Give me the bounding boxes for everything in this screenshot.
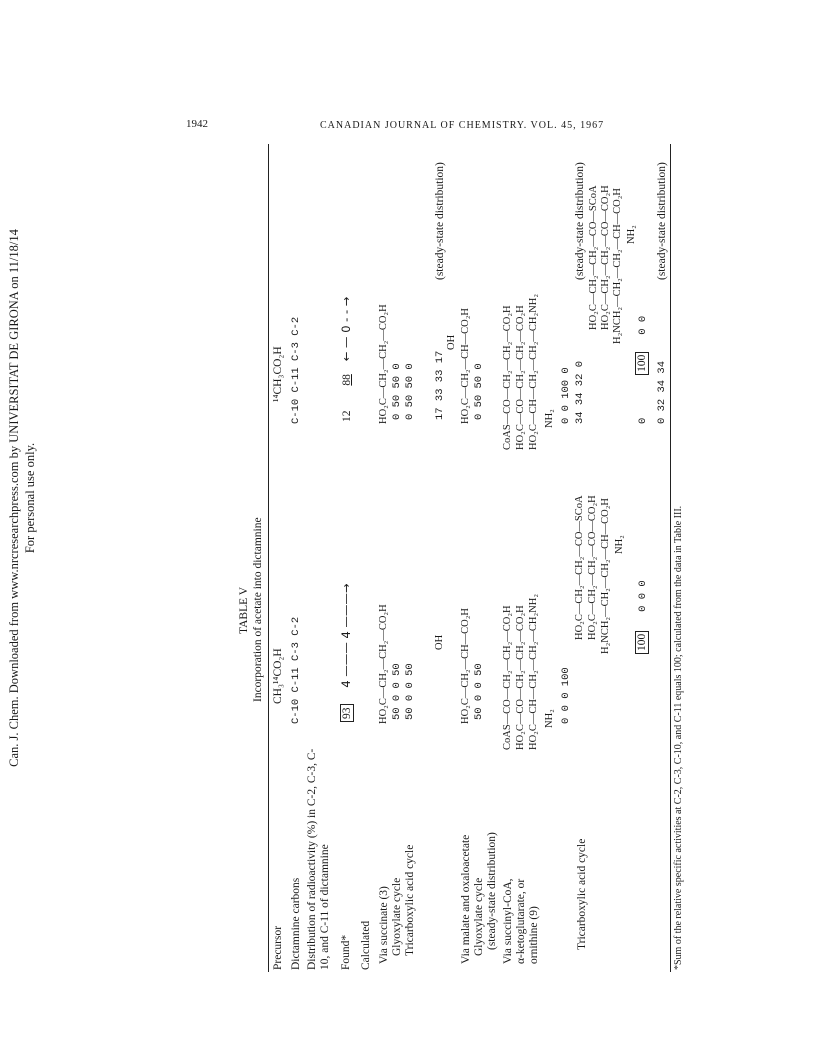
col-b-tca-f3: H₂NCH₂—CH₂—CH₂—CH—CO₂H [612,188,623,344]
row-carbons: Dictamnine carbons [290,877,302,970]
col-a-mal-r1: 50 0 0 50 [473,663,485,720]
row-malate: Via malate and oxaloacetate [460,834,472,964]
col-b-succ-r2: 0 50 50 0 [404,363,416,420]
col-b-tca-r2: 0 32 34 34 [656,360,668,424]
row-glyoxylate: Glyoxylate cycle [391,877,403,956]
col-a-sc-r1: 0 0 0 100 [560,667,572,724]
col-b-precursor: ¹⁴CH₃CO₂H [272,346,284,402]
col-a-succ-formula: HO₂C—CH₂—CH₂—CO₂H [378,604,389,724]
col-a-tca-f1: HO₂C—CH₂—CH₂—CO—SCoA [574,495,585,640]
running-title: CANADIAN JOURNAL OF CHEMISTRY. VOL. 45, 1967 [320,120,605,131]
col-b-tca-box: 100 [635,352,649,375]
row-ketoglutarate: α-ketoglutarate, or [515,878,527,964]
col-a-found-rest: 4 ——— 4 ———→ [339,583,353,688]
row-calculated: Calculated [360,920,372,970]
table-footnote: *Sum of the relative specific activities at C-2, C-3, C-10, and C-11 equals 100; calculated from the data in Table III. [673,505,684,970]
col-b-found-box: 88 [341,374,353,386]
col-b-mal-formula: HO₂C—CH₂—CH—CO₂H [460,308,471,424]
download-notice-line1: Can. J. Chem. Downloaded from www.nrcresearchpress.com by UNIVERSITAT DE GIRONA on 11/18/14 [7,229,21,767]
col-a-tca-r1: 0 0 0 [637,580,649,612]
table-v [238,144,682,972]
col-a-precursor: CH₃¹⁴CO₂H [272,648,284,704]
row-tca2: Tricarboxylic acid cycle [576,838,588,950]
col-a-sc-nh2: NH₂ [544,709,555,728]
table-label: TABLE V [238,586,250,634]
col-b-mal-r1: 0 50 50 0 [473,363,485,420]
top-rule [268,144,269,972]
row-succinate: Via succinate (3) [378,886,390,964]
col-a-carbons: C-10 C-11 C-3 C-2 [290,616,302,724]
col-a-mal-oh: OH [434,634,445,650]
col-b-tca-row [636,316,650,424]
col-a-tca-row [636,580,650,654]
col-b-mal-oh: OH [446,334,457,350]
row-tca: Tricarboxylic acid cycle [404,844,416,956]
col-a-found [340,583,354,722]
download-notice-line2: For personal use only. [23,442,37,554]
col-b-sc-f3: HO₂C—CH—CH₂—CH₂—CH₂NH₂ [528,294,539,450]
page-number: 1942 [186,118,208,130]
col-b-succ-r3: 17 33 33 17 [434,350,446,420]
col-b-found-a: 12 [341,410,353,422]
col-a-mal-formula: HO₂C—CH₂—CH—CO₂H [460,608,471,724]
col-b-found-rest: ← — 0 - - → [339,296,353,362]
table-caption: Incorporation of acetate into dictamnine [252,517,264,702]
row-steady: (steady-state distribution) [486,832,498,950]
col-b-succ-note: (steady-state distribution) [434,162,446,280]
col-b-carbons: C-10 C-11 C-3 C-2 [290,316,302,424]
col-b-sc-nh2: NH₂ [544,409,555,428]
col-b-sc-note: (steady-state distribution) [574,162,586,280]
col-a-tca-box: 100 [635,631,649,654]
row-succinyl: Via succinyl-CoA, [502,878,514,964]
col-b-tca-nh2: NH₂ [626,225,637,244]
col-a-sc-f2: HO₂C—CO—CH₂—CH₂—CO₂H [515,605,526,750]
col-a-succ-r1: 50 0 0 50 [391,663,403,720]
col-b-sc-f1: CoAS—CO—CH₂—CH₂—CO₂H [502,305,513,450]
row-found: Found* [340,934,352,970]
col-a-sc-f1: CoAS—CO—CH₂—CH₂—CO₂H [502,605,513,750]
distribution-text: Distribution of radioactivity (%) in C-2, C-3, C-10, and C-11 of dictamnine [306,748,331,970]
col-a-succ-r2: 50 0 0 50 [404,663,416,720]
col-b-tca-r1b: 0 0 [637,315,649,335]
col-a-tca-nh2: NH₂ [614,535,625,554]
col-b-sc-r2: 34 34 32 0 [574,360,586,424]
row-ornithine: ornithine (9) [528,906,540,964]
col-b-succ-r1: 0 50 50 0 [391,363,403,420]
col-b-sc-r1: 0 0 100 0 [560,367,572,424]
col-a-tca-f2: HO₂C—CH₂—CH₂—CO—CO₂H [587,495,598,640]
col-a-sc-f3: HO₂C—CH—CH₂—CH₂—CH₂NH₂ [528,594,539,750]
col-b-sc-f2: HO₂C—CO—CH₂—CH₂—CO₂H [515,305,526,450]
row-glyoxylate2: Glyoxylate cycle [473,877,485,956]
row-precursor: Precursor [272,925,284,970]
col-a-tca-f3: H₂NCH₂—CH₂—CH₂—CH—CO₂H [600,498,611,654]
col-b-tca-f2: HO₂C—CH₂—CH₂—CO—CO₂H [600,185,611,330]
bottom-rule [670,144,671,972]
download-notice [6,178,38,818]
col-b-succ-formula: HO₂C—CH₂—CH₂—CO₂H [378,304,389,424]
row-distribution [306,742,332,970]
col-a-found-box: 93 [340,705,354,723]
col-b-tca-f1: HO₂C—CH₂—CH₂—CO—SCoA [588,185,599,330]
col-b-tca-note: (steady-state distribution) [656,162,668,280]
col-b-found [340,297,354,422]
col-b-tca-r1a: 0 [637,417,649,424]
